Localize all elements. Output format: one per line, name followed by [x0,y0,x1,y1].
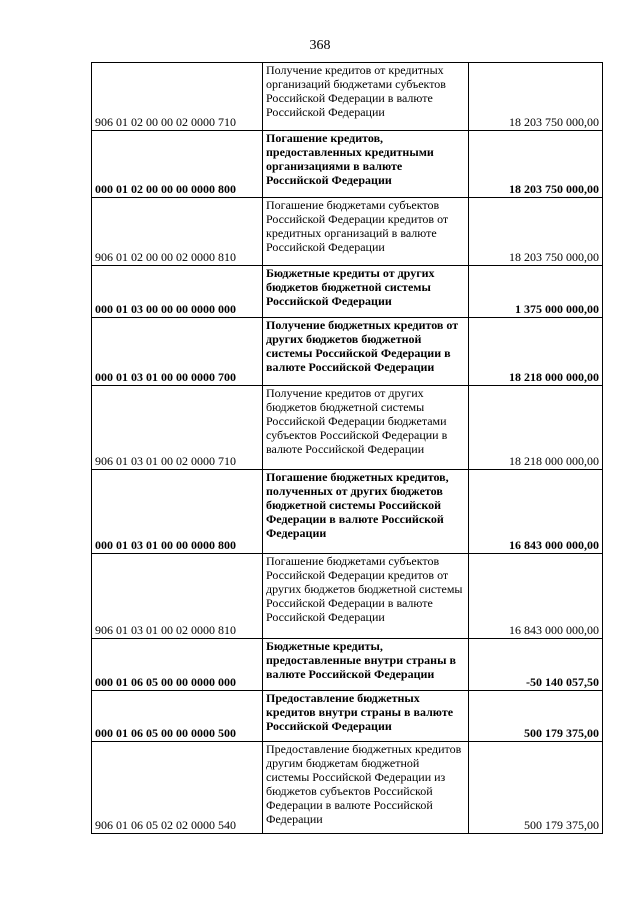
budget-code: 906 01 02 00 00 02 0000 810 [92,198,263,266]
budget-amount: 1 375 000 000,00 [469,266,603,318]
table-row [92,386,603,470]
table-row [92,318,603,386]
budget-amount: 18 203 750 000,00 [469,63,603,131]
table-row [92,470,603,554]
budget-code: 000 01 02 00 00 00 0000 800 [92,131,263,198]
budget-amount: 16 843 000 000,00 [469,470,603,554]
budget-amount: 18 218 000 000,00 [469,386,603,470]
budget-code: 000 01 06 05 00 00 0000 000 [92,639,263,691]
budget-item-name: Бюджетные кредиты, предоставленные внутри страны в валюте Российской Федерации [263,639,469,691]
table-row [92,198,603,266]
table-row [92,266,603,318]
budget-item-name: Предоставление бюджетных кредитов внутри страны в валюте Российской Федерации [263,691,469,742]
budget-amount: -50 140 057,50 [469,639,603,691]
budget-amount: 18 218 000 000,00 [469,318,603,386]
budget-item-name: Погашение бюджетных кредитов, полученных от других бюджетов бюджетной системы Российской Федерации в валюте Российской Федерации [263,470,469,554]
table-row [92,639,603,691]
table-row [92,691,603,742]
budget-item-name: Предоставление бюджетных кредитов другим бюджетам бюджетной системы Российской Федерации из бюджетов субъектов Российской Федерации в валюте Российской Федерации [263,742,469,834]
budget-code: 906 01 02 00 00 02 0000 710 [92,63,263,131]
budget-item-name: Погашение бюджетами субъектов Российской Федерации кредитов от других бюджетов бюджетной системы Российской Федерации в валюте Российской Федерации [263,554,469,639]
table-row [92,63,603,131]
budget-code: 906 01 03 01 00 02 0000 710 [92,386,263,470]
budget-item-name: Получение кредитов от кредитных организаций бюджетами субъектов Российской Федерации в валюте Российской Федерации [263,63,469,131]
budget-code: 000 01 06 05 00 00 0000 500 [92,691,263,742]
page-number: 368 [309,38,331,53]
budget-item-name: Погашение бюджетами субъектов Российской Федерации кредитов от кредитных организаций в валюте Российской Федерации [263,198,469,266]
budget-amount: 500 179 375,00 [469,742,603,834]
budget-code: 906 01 03 01 00 02 0000 810 [92,554,263,639]
budget-amount: 18 203 750 000,00 [469,131,603,198]
table-row [92,742,603,834]
budget-sources-table [91,62,603,834]
budget-item-name: Получение кредитов от других бюджетов бюджетной системы Российской Федерации бюджетами субъектов Российской Федерации в валюте Российской Федерации [263,386,469,470]
budget-amount: 500 179 375,00 [469,691,603,742]
budget-amount: 18 203 750 000,00 [469,198,603,266]
budget-item-name: Бюджетные кредиты от других бюджетов бюджетной системы Российской Федерации [263,266,469,318]
budget-code: 000 01 03 01 00 00 0000 700 [92,318,263,386]
budget-item-name: Погашение кредитов, предоставленных кредитными организациями в валюте Российской Федерации [263,131,469,198]
budget-code: 000 01 03 00 00 00 0000 000 [92,266,263,318]
budget-code: 906 01 06 05 02 02 0000 540 [92,742,263,834]
budget-amount: 16 843 000 000,00 [469,554,603,639]
budget-item-name: Получение бюджетных кредитов от других бюджетов бюджетной системы Российской Федерации в валюте Российской Федерации [263,318,469,386]
budget-code: 000 01 03 01 00 00 0000 800 [92,470,263,554]
table-row [92,131,603,198]
table-row [92,554,603,639]
